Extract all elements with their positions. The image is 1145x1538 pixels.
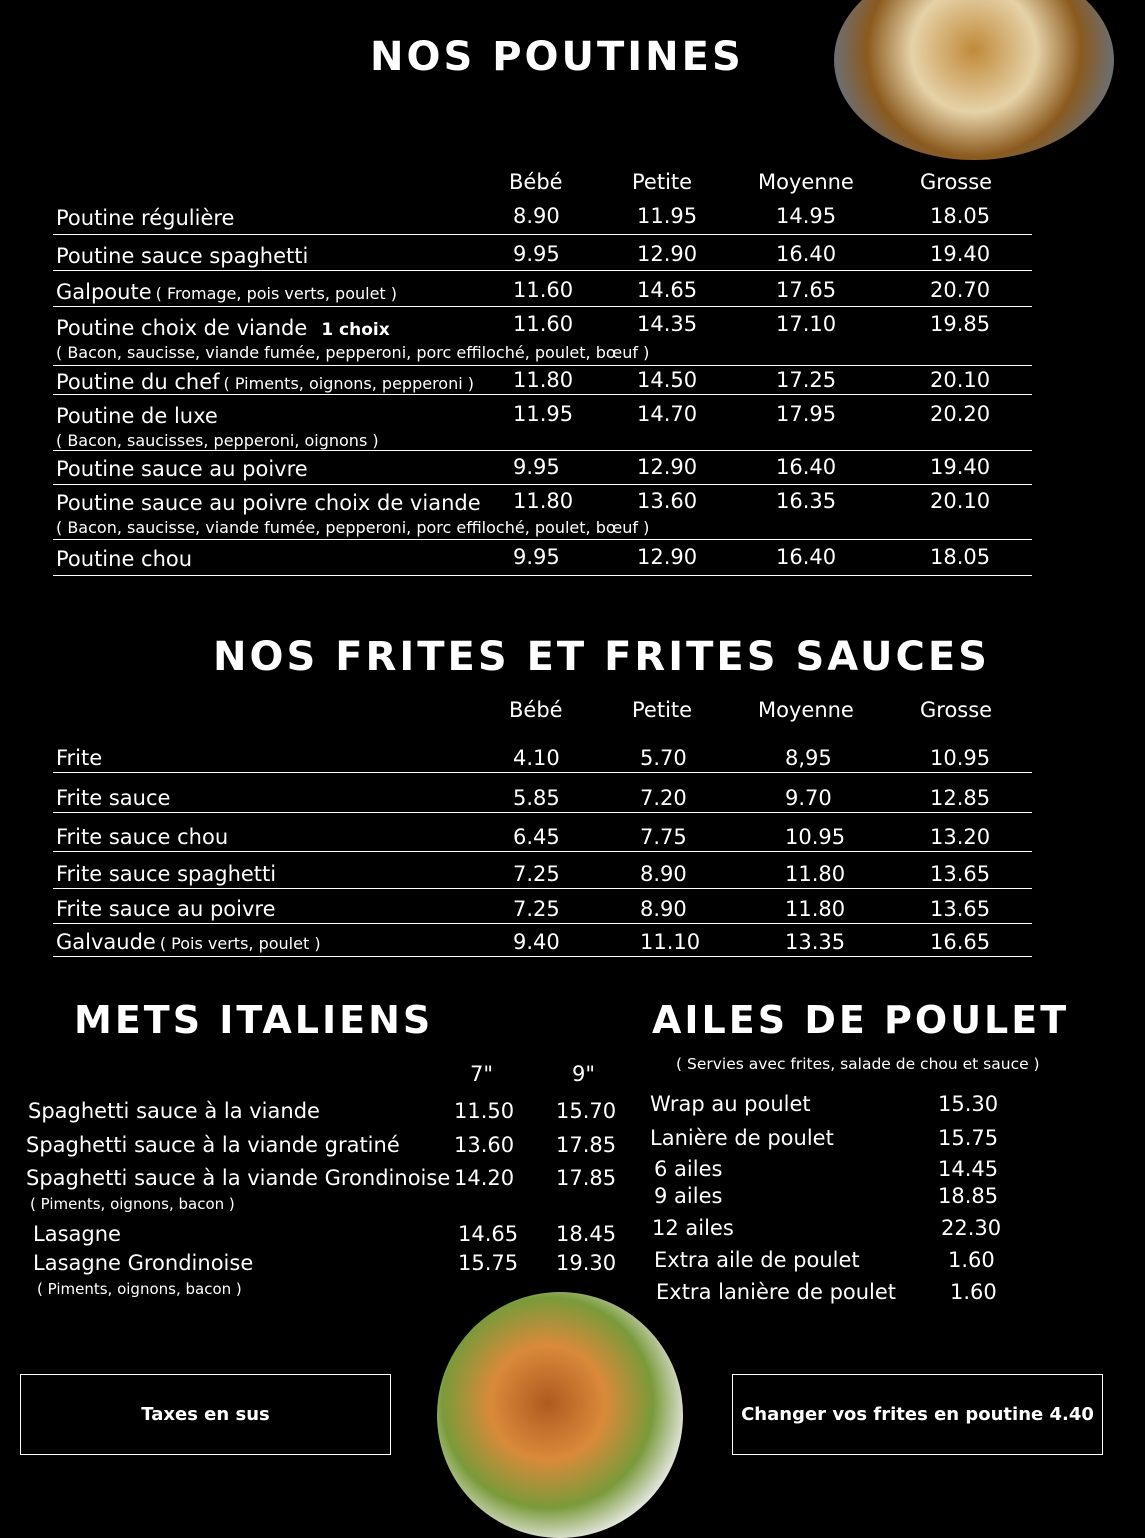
table-row xyxy=(53,746,1032,773)
item-name xyxy=(56,457,308,481)
col-header-moyenne: Moyenne xyxy=(758,698,854,722)
price-cell: 13.20 xyxy=(930,825,991,849)
price-cell: 20.10 xyxy=(930,489,991,513)
price-cell: 9.40 xyxy=(513,930,560,954)
item-name-text: Frite sauce chou xyxy=(56,825,229,849)
price-cell: 14.95 xyxy=(776,204,837,228)
price-cell: 15.75 xyxy=(938,1126,999,1150)
upgrade-note-label: Changer vos frites en poutine 4.40 xyxy=(741,1404,1094,1425)
col-header-7: 7" xyxy=(470,1062,494,1086)
price-cell: 17.65 xyxy=(776,278,837,302)
poutines-title: NOS POUTINES xyxy=(370,34,744,80)
price-cell: 16.40 xyxy=(776,545,837,569)
price-cell: 7.25 xyxy=(513,862,560,886)
price-cell: 7.20 xyxy=(640,786,687,810)
price-cell: 9.95 xyxy=(513,242,560,266)
price-cell: 17.25 xyxy=(776,368,837,392)
price-cell: 11.50 xyxy=(454,1099,515,1123)
price-cell: 17.85 xyxy=(556,1166,617,1190)
price-cell: 5.70 xyxy=(640,746,687,770)
price-cell: 14.45 xyxy=(938,1157,999,1181)
price-cell: 19.85 xyxy=(930,312,991,336)
price-cell: 5.85 xyxy=(513,786,560,810)
item-name-text: Galvaude xyxy=(56,930,156,954)
item-name xyxy=(56,862,276,886)
price-cell: 18.85 xyxy=(938,1184,999,1208)
item-subnote: ( Bacon, saucisse, viande fumée, pepperoni, porc effiloché, poulet, bœuf ) xyxy=(56,518,650,537)
item-name xyxy=(56,786,170,810)
price-cell: 19.40 xyxy=(930,242,991,266)
menu-item-name: Lasagne Grondinoise xyxy=(33,1251,254,1275)
item-name-text: Frite xyxy=(56,746,103,770)
col-header-moyenne: Moyenne xyxy=(758,170,854,194)
price-cell: 13.60 xyxy=(454,1133,515,1157)
frites-title: NOS FRITES ET FRITES SAUCES xyxy=(213,634,990,680)
item-name xyxy=(56,930,321,954)
price-cell: 12.90 xyxy=(637,545,698,569)
price-cell: 8.90 xyxy=(513,204,560,228)
price-cell: 18.45 xyxy=(556,1222,617,1246)
price-cell: 12.90 xyxy=(637,242,698,266)
item-note: ( Pois verts, poulet ) xyxy=(159,934,321,953)
price-cell: 8.90 xyxy=(640,862,687,886)
poutine-photo xyxy=(834,0,1114,160)
item-name xyxy=(56,746,102,770)
price-cell: 15.30 xyxy=(938,1092,999,1116)
price-cell: 13.65 xyxy=(930,862,991,886)
item-name-text: Poutine du chef xyxy=(56,370,220,394)
price-cell: 13.35 xyxy=(785,930,846,954)
table-row xyxy=(53,280,1032,307)
table-row xyxy=(53,825,1032,852)
price-cell: 19.40 xyxy=(930,455,991,479)
price-cell: 16.40 xyxy=(776,242,837,266)
item-note: ( Fromage, pois verts, poulet ) xyxy=(155,284,398,303)
price-cell: 18.05 xyxy=(930,204,991,228)
item-name xyxy=(56,244,308,268)
col-header-grosse: Grosse xyxy=(920,170,993,194)
taxes-note-label: Taxes en sus xyxy=(141,1404,270,1425)
table-row xyxy=(53,862,1032,889)
wings-fries-photo xyxy=(437,1292,683,1538)
item-name xyxy=(56,897,276,921)
item-name xyxy=(56,547,192,571)
menu-item-name: Spaghetti sauce à la viande xyxy=(28,1099,320,1123)
price-cell: 15.75 xyxy=(458,1251,519,1275)
price-cell: 20.20 xyxy=(930,402,991,426)
price-cell: 14.35 xyxy=(637,312,698,336)
item-name-text: Poutine régulière xyxy=(56,206,235,230)
price-cell: 10.95 xyxy=(785,825,846,849)
menu-item-name: Wrap au poulet xyxy=(650,1092,811,1116)
price-cell: 13.60 xyxy=(637,489,698,513)
price-cell: 11.95 xyxy=(513,402,574,426)
price-cell: 19.30 xyxy=(556,1251,617,1275)
table-row xyxy=(53,786,1032,813)
price-cell: 9.95 xyxy=(513,455,560,479)
price-cell: 14.70 xyxy=(637,402,698,426)
menu-item-subnote: ( Piments, oignons, bacon ) xyxy=(37,1280,242,1298)
price-cell: 14.65 xyxy=(637,278,698,302)
price-cell: 11.60 xyxy=(513,312,574,336)
ailes-subtitle: ( Servies avec frites, salade de chou et sauce ) xyxy=(676,1055,1040,1073)
upgrade-note xyxy=(732,1374,1103,1455)
menu-item-name: 12 ailes xyxy=(652,1216,734,1240)
menu-item-name: 9 ailes xyxy=(654,1184,723,1208)
item-subnote: ( Bacon, saucisse, viande fumée, pepperoni, porc effiloché, poulet, bœuf ) xyxy=(56,343,650,362)
table-row xyxy=(53,244,1032,271)
menu-item-name: 6 ailes xyxy=(654,1157,723,1181)
price-cell: 10.95 xyxy=(930,746,991,770)
item-name-text: Poutine sauce au poivre xyxy=(56,457,308,481)
price-cell: 22.30 xyxy=(941,1216,1002,1240)
price-cell: 11.80 xyxy=(785,897,846,921)
col-header-9: 9" xyxy=(572,1062,596,1086)
price-cell: 4.10 xyxy=(513,746,560,770)
price-cell: 20.70 xyxy=(930,278,991,302)
col-header-petite: Petite xyxy=(632,698,693,722)
price-cell: 7.25 xyxy=(513,897,560,921)
menu-item-name: Extra lanière de poulet xyxy=(656,1280,897,1304)
col-header-bebe: Bébé xyxy=(509,170,563,194)
table-row xyxy=(53,206,1032,235)
item-name xyxy=(56,404,218,428)
price-cell: 11.95 xyxy=(637,204,698,228)
item-name xyxy=(56,206,234,230)
price-cell: 11.80 xyxy=(785,862,846,886)
item-name xyxy=(56,280,397,304)
price-cell: 11.80 xyxy=(513,368,574,392)
item-name-text: Poutine chou xyxy=(56,547,193,571)
item-subnote: ( Bacon, saucisses, pepperoni, oignons ) xyxy=(56,431,379,450)
item-name xyxy=(56,825,228,849)
price-cell: 17.10 xyxy=(776,312,837,336)
price-cell: 7.75 xyxy=(640,825,687,849)
price-cell: 20.10 xyxy=(930,368,991,392)
table-row xyxy=(53,897,1032,924)
price-cell: 9.95 xyxy=(513,545,560,569)
table-row xyxy=(53,491,1032,540)
price-cell: 9.70 xyxy=(785,786,832,810)
col-header-petite: Petite xyxy=(632,170,693,194)
price-cell: 6.45 xyxy=(513,825,560,849)
item-name-text: Poutine de luxe xyxy=(56,404,218,428)
taxes-note xyxy=(20,1374,391,1455)
price-cell: 14.20 xyxy=(454,1166,515,1190)
item-name-text: Frite sauce au poivre xyxy=(56,897,276,921)
price-cell: 11.10 xyxy=(640,930,701,954)
price-cell: 17.85 xyxy=(556,1133,617,1157)
item-name-text: Poutine sauce spaghetti xyxy=(56,244,309,268)
price-cell: 11.60 xyxy=(513,278,574,302)
col-header-bebe: Bébé xyxy=(509,698,563,722)
item-name-text: Frite sauce spaghetti xyxy=(56,862,277,886)
price-cell: 13.65 xyxy=(930,897,991,921)
price-cell: 16.65 xyxy=(930,930,991,954)
price-cell: 11.80 xyxy=(513,489,574,513)
price-cell: 14.50 xyxy=(637,368,698,392)
price-cell: 12.90 xyxy=(637,455,698,479)
price-cell: 16.40 xyxy=(776,455,837,479)
table-row xyxy=(53,547,1032,576)
table-row xyxy=(53,312,1032,366)
table-row xyxy=(53,457,1032,485)
item-name xyxy=(56,316,390,340)
item-name-text: Frite sauce xyxy=(56,786,171,810)
italiens-title: METS ITALIENS xyxy=(74,998,434,1042)
price-cell: 16.35 xyxy=(776,489,837,513)
table-row xyxy=(53,404,1032,451)
price-cell: 12.85 xyxy=(930,786,991,810)
item-name-text: Galpoute xyxy=(56,280,152,304)
price-cell: 14.65 xyxy=(458,1222,519,1246)
table-row xyxy=(53,930,1032,957)
price-cell: 8.90 xyxy=(640,897,687,921)
price-cell: 15.70 xyxy=(556,1099,617,1123)
menu-item-name: Extra aile de poulet xyxy=(654,1248,860,1272)
item-name xyxy=(56,370,474,394)
item-tag: 1 choix xyxy=(321,320,390,340)
ailes-title: AILES DE POULET xyxy=(652,998,1070,1042)
item-name-text: Poutine choix de viande xyxy=(56,316,308,340)
menu-item-name: Lasagne xyxy=(33,1222,121,1246)
menu-item-subnote: ( Piments, oignons, bacon ) xyxy=(30,1195,235,1213)
price-cell: 8,95 xyxy=(785,746,832,770)
table-row xyxy=(53,370,1032,395)
col-header-grosse: Grosse xyxy=(920,698,993,722)
item-name xyxy=(56,491,481,515)
price-cell: 18.05 xyxy=(930,545,991,569)
price-cell: 1.60 xyxy=(950,1280,997,1304)
price-cell: 1.60 xyxy=(948,1248,995,1272)
item-name-text: Poutine sauce au poivre choix de viande xyxy=(56,491,481,515)
item-note: ( Piments, oignons, pepperoni ) xyxy=(223,374,475,393)
menu-item-name: Spaghetti sauce à la viande gratiné xyxy=(26,1133,400,1157)
menu-item-name: Spaghetti sauce à la viande Grondinoise xyxy=(26,1166,451,1190)
price-cell: 17.95 xyxy=(776,402,837,426)
menu-item-name: Lanière de poulet xyxy=(650,1126,834,1150)
